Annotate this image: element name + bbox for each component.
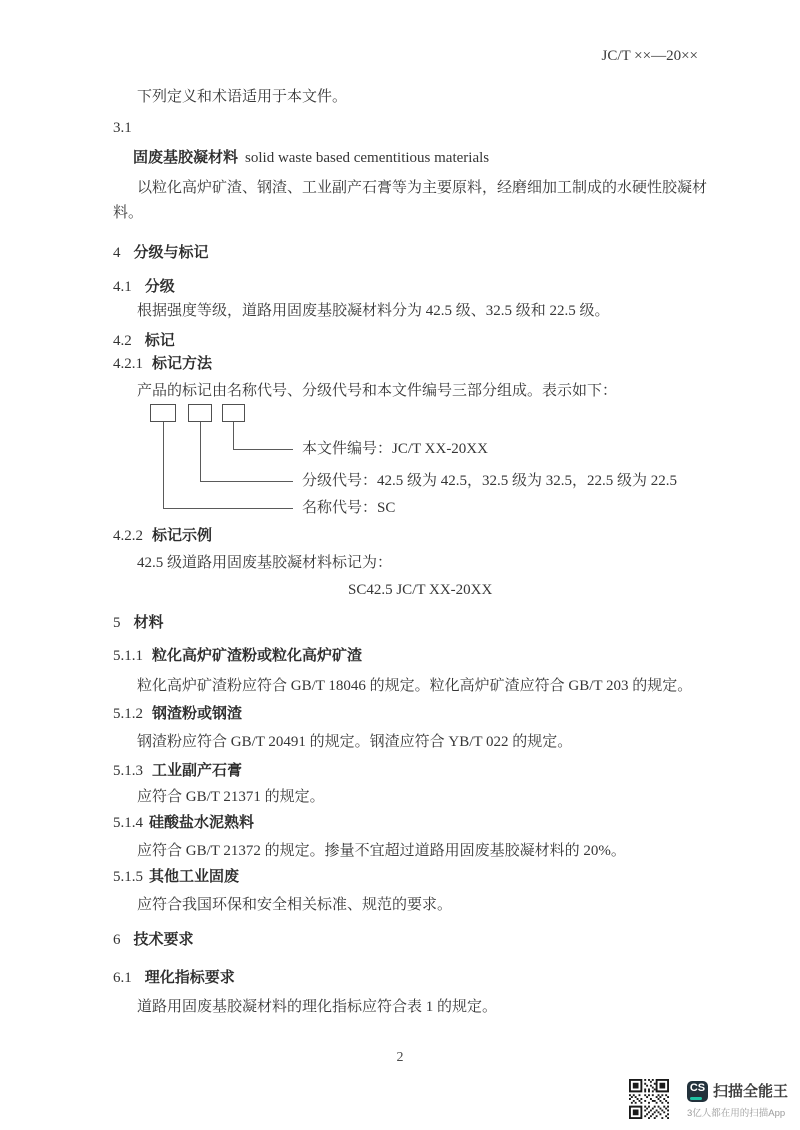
section-5-1-3-heading — [113, 761, 702, 781]
section-6-title: 技术要求 — [133, 931, 194, 948]
connector-line — [200, 422, 201, 481]
connector-line — [163, 508, 293, 509]
section-4-2-2-title: 标记示例 — [152, 527, 213, 544]
camscanner-logo-accent — [690, 1097, 702, 1100]
connector-line — [200, 481, 293, 482]
connector-line — [163, 422, 164, 509]
section-5-1-5-heading — [113, 867, 702, 887]
connector-line — [233, 449, 293, 450]
section-4-2-1-number: 4.2.1 — [113, 356, 143, 372]
section-4-2-heading — [113, 331, 702, 351]
material-text-2: 钢渣粉应符合 GB/T 20491 的规定。钢渣应符合 YB/T 022 的规定。 — [137, 734, 573, 750]
section-5-1-3-number: 5.1.3 — [113, 763, 143, 779]
material-text-3: 应符合 GB/T 21371 的规定。 — [137, 789, 325, 805]
name-code-label: 名称代号：SC — [302, 500, 396, 516]
watermark-tagline: 3亿人都在用的扫描App — [687, 1108, 786, 1119]
section-5-title: 材料 — [133, 614, 164, 631]
term-title-en: solid waste based cementitious materials — [245, 150, 490, 166]
doc-code-header: JC/T ××—20×× — [601, 48, 698, 64]
grade-code-box — [188, 404, 212, 422]
section-5-1-1-title: 粒化高炉矿渣粉或粒化高炉矿渣 — [152, 647, 363, 664]
material-text-5: 应符合我国环保和安全相关标准、规范的要求。 — [137, 897, 453, 913]
marking-example-intro: 42.5 级道路用固废基胶凝材料标记为： — [137, 555, 393, 571]
section-4-1-heading — [113, 277, 702, 297]
material-text-1: 粒化高炉矿渣粉应符合 GB/T 18046 的规定。粒化高炉矿渣应符合 GB/T 203 的规定。 — [137, 678, 693, 694]
section-4-heading — [113, 243, 702, 263]
section-5-heading — [113, 613, 702, 633]
grade-code-label: 分级代号：42.5 级为 42.5，32.5 级为 32.5，22.5 级为 22.5 — [302, 473, 678, 489]
section-5-1-1-number: 5.1.1 — [113, 648, 143, 664]
watermark-app-name: 扫描全能王 — [713, 1083, 789, 1100]
section-5-1-4-heading — [113, 813, 702, 833]
section-6-heading — [113, 930, 702, 950]
doc-number-box — [222, 404, 245, 422]
section-6-1-number: 6.1 — [113, 970, 132, 986]
camscanner-logo-icon — [687, 1081, 708, 1102]
section-4-2-2-number: 4.2.2 — [113, 528, 143, 544]
section-4-title: 分级与标记 — [133, 244, 209, 261]
section-4-2-1-heading — [113, 354, 702, 374]
marking-example-code: SC42.5 JC/T XX-20XX — [348, 582, 493, 598]
section-5-1-3-title: 工业副产石膏 — [152, 762, 243, 779]
section-5-1-2-heading — [113, 704, 702, 724]
material-text-4: 应符合 GB/T 21372 的规定。掺量不宜超过道路用固废基胶凝材料的 20%。 — [137, 843, 626, 859]
section-5-1-5-title: 其他工业固废 — [149, 868, 240, 885]
section-4-number: 4 — [113, 245, 121, 261]
section-5-1-1-heading — [113, 646, 702, 666]
section-6-number: 6 — [113, 932, 121, 948]
section-5-1-4-title: 硅酸盐水泥熟料 — [149, 814, 255, 831]
name-code-box — [150, 404, 176, 422]
doc-number-label: 本文件编号：JC/T XX-20XX — [302, 441, 488, 457]
section-4-2-number: 4.2 — [113, 333, 132, 349]
grading-text: 根据强度等级，道路用固废基胶凝材料分为 42.5 级、32.5 级和 22.5 级。 — [137, 303, 610, 319]
term-number: 3.1 — [113, 120, 132, 136]
section-5-1-2-title: 钢渣粉或钢渣 — [152, 705, 243, 722]
term-definition-line1: 以粒化高炉矿渣、钢渣、工业副产石膏等为主要原料，经磨细加工制成的水硬性胶凝材 — [137, 180, 708, 196]
section-4-1-number: 4.1 — [113, 279, 132, 295]
section-4-2-1-title: 标记方法 — [152, 355, 213, 372]
section-4-2-title: 标记 — [144, 332, 175, 349]
marking-method-text: 产品的标记由名称代号、分级代号和本文件编号三部分组成。表示如下： — [137, 383, 618, 399]
section-5-1-2-number: 5.1.2 — [113, 706, 143, 722]
page-number: 2 — [396, 1050, 404, 1065]
camscanner-logo-text: CS — [689, 1082, 706, 1094]
marking-code-diagram — [113, 401, 702, 523]
technical-text: 道路用固废基胶凝材料的理化指标应符合表 1 的规定。 — [137, 999, 498, 1015]
terms-applicability: 下列定义和术语适用于本文件。 — [137, 89, 348, 105]
connector-line — [233, 422, 234, 449]
section-5-number: 5 — [113, 615, 121, 631]
section-4-2-2-heading — [113, 526, 702, 546]
qr-code-icon — [629, 1079, 669, 1119]
term-heading — [113, 148, 702, 168]
section-4-1-title: 分级 — [144, 278, 175, 295]
term-title-zh: 固废基胶凝材料 — [133, 149, 239, 166]
term-definition-line2: 料。 — [113, 205, 144, 221]
section-5-1-4-number: 5.1.4 — [113, 815, 143, 831]
section-6-1-title: 理化指标要求 — [144, 969, 235, 986]
section-5-1-5-number: 5.1.5 — [113, 869, 143, 885]
section-6-1-heading — [113, 968, 702, 988]
